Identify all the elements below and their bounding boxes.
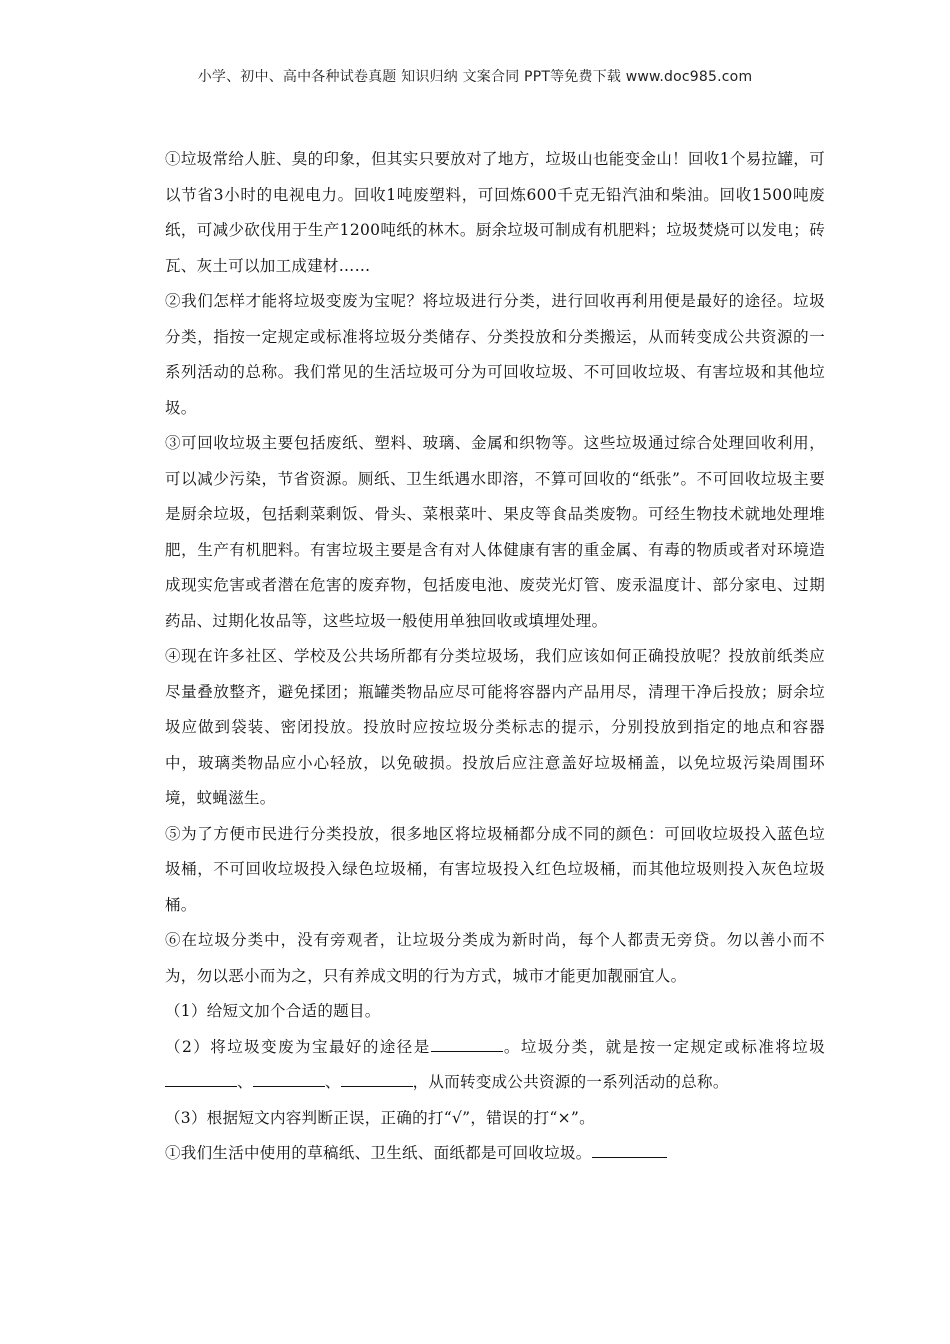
question-2-text-a: （2）将垃圾变废为宝最好的途径是 bbox=[165, 1037, 431, 1056]
paragraph-5: ⑤为了方便市民进行分类投放，很多地区将垃圾桶都分成不同的颜色：可回收垃圾投入蓝色垃圾桶，不可回收垃圾投入绿色垃圾桶，有害垃圾投入红色垃圾桶，而其他垃圾则投入灰色垃圾桶。 bbox=[165, 824, 825, 914]
answer-blank-2[interactable] bbox=[165, 1071, 237, 1088]
paragraph-6: ⑥在垃圾分类中，没有旁观者，让垃圾分类成为新时尚，每个人都责无旁贷。勿以善小而不为，勿以恶小而为之，只有养成文明的行为方式，城市才能更加靓丽宜人。 bbox=[165, 931, 825, 985]
page-header: 小学、初中、高中各种试卷真题 知识归纳 文案合同 PPT等免费下载 www.doc985.com bbox=[197, 69, 753, 85]
question-2 bbox=[165, 1030, 825, 1101]
answer-blank-5[interactable] bbox=[592, 1142, 667, 1159]
answer-blank-3[interactable] bbox=[253, 1071, 325, 1088]
question-2-text-c: ，从而转变成公共资源的一系列活动的总称。 bbox=[412, 1073, 729, 1091]
question-1: （1）给短文加个合适的题目。 bbox=[165, 1002, 381, 1020]
paragraph-1: ①垃圾常给人脏、臭的印象，但其实只要放对了地方，垃圾山也能变金山！回收1个易拉罐，可以节省3小时的电视电力。回收1吨废塑料，可回炼600千克无铅汽油和柴油。回收1500吨废纸，可减少砍伐用于生产1200吨纸的林木。厨余垃圾可制成有机肥料；垃圾焚烧可以发电；砖瓦、灰土可以加工成建材…… bbox=[165, 150, 825, 275]
separator-1: 、 bbox=[237, 1073, 253, 1091]
answer-blank-1[interactable] bbox=[431, 1035, 503, 1052]
document-body bbox=[165, 142, 825, 1172]
answer-blank-4[interactable] bbox=[341, 1071, 413, 1088]
separator-2: 、 bbox=[324, 1073, 341, 1091]
question-3: （3）根据短文内容判断正误，正确的打“√”，错误的打“×”。 bbox=[165, 1108, 595, 1127]
question-3-item-1 bbox=[165, 1136, 825, 1172]
paragraph-2: ②我们怎样才能将垃圾变废为宝呢？将垃圾进行分类，进行回收再利用便是最好的途径。垃圾分类，指按一定规定或标准将垃圾分类储存、分类投放和分类搬运，从而转变成公共资源的一系列活动的总称。我们常见的生活垃圾可分为可回收垃圾、不可回收垃圾、有害垃圾和其他垃圾。 bbox=[165, 292, 825, 417]
question-3-item-1-text: ①我们生活中使用的草稿纸、卫生纸、面纸都是可回收垃圾。 bbox=[165, 1144, 592, 1162]
question-2-text-b: 。垃圾分类，就是按一定规定或标准将垃圾 bbox=[502, 1037, 825, 1056]
paragraph-4: ④现在许多社区、学校及公共场所都有分类垃圾场，我们应该如何正确投放呢？投放前纸类应尽量叠放整齐，避免揉团；瓶罐类物品应尽可能将容器内产品用尽，清理干净后投放；厨余垃圾应做到袋装、密闭投放。投放时应按垃圾分类标志的提示，分别投放到指定的地点和容器中，玻璃类物品应小心轻放，以免破损。投放后应注意盖好垃圾桶盖，以免垃圾污染周围环境，蚊蝇滋生。 bbox=[165, 647, 825, 807]
paragraph-3: ③可回收垃圾主要包括废纸、塑料、玻璃、金属和织物等。这些垃圾通过综合处理回收利用，可以减少污染，节省资源。厕纸、卫生纸遇水即溶，不算可回收的“纸张”。不可回收垃圾主要是厨余垃圾，包括剩菜剩饭、骨头、菜根菜叶、果皮等食品类废物。可经生物技术就地处理堆肥，生产有机肥料。有害垃圾主要是含有对人体健康有害的重金属、有毒的物质或者对环境造成现实危害或者潜在危害的废弃物，包括废电池、废荧光灯管、废汞温度计、部分家电、过期药品、过期化妆品等，这些垃圾一般使用单独回收或填埋处理。 bbox=[165, 434, 825, 630]
